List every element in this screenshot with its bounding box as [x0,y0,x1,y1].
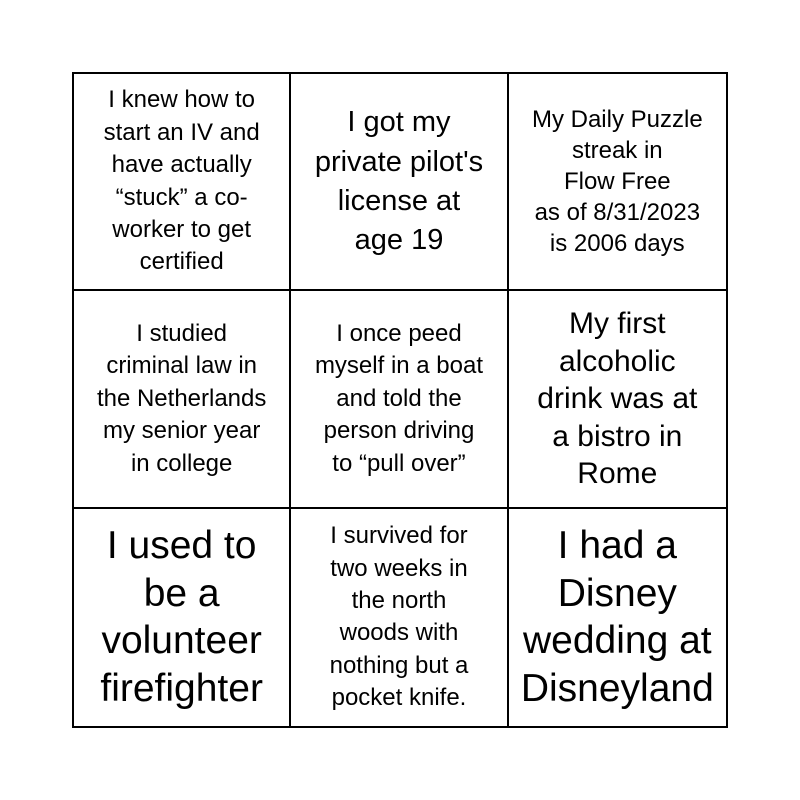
cell-text: My Daily Puzzle streak in Flow Free as of 8/31/2023 is 2006 days [531,105,703,258]
cell-text: I studied criminal law in the Netherlands my senior year in college [96,320,267,477]
bingo-cell[interactable] [509,291,726,508]
bingo-board [72,72,728,728]
cell-text: I used to be a volunteer firefighter [100,524,263,710]
bingo-cell[interactable] [74,509,291,726]
cell-text: I once peed myself in a boat and told the person driving to “pull over” [314,320,484,477]
bingo-cell[interactable] [291,509,508,726]
bingo-cell[interactable] [509,509,726,726]
bingo-cell[interactable] [74,291,291,508]
cell-text: I had a Disney wedding at Disneyland [520,524,714,710]
cell-text: I survived for two weeks in the north woods with nothing but a pocket knife. [329,522,469,712]
bingo-cell[interactable] [291,291,508,508]
cell-text: My first alcoholic drink was at a bistro in Rome [537,307,698,491]
cell-text: I got my private pilot's license at age 19 [314,106,484,256]
bingo-cell[interactable] [74,74,291,291]
cell-text: I knew how to start an IV and have actually “stuck” a co- worker to get certified [103,86,260,276]
bingo-cell[interactable] [291,74,508,291]
bingo-cell[interactable] [509,74,726,291]
